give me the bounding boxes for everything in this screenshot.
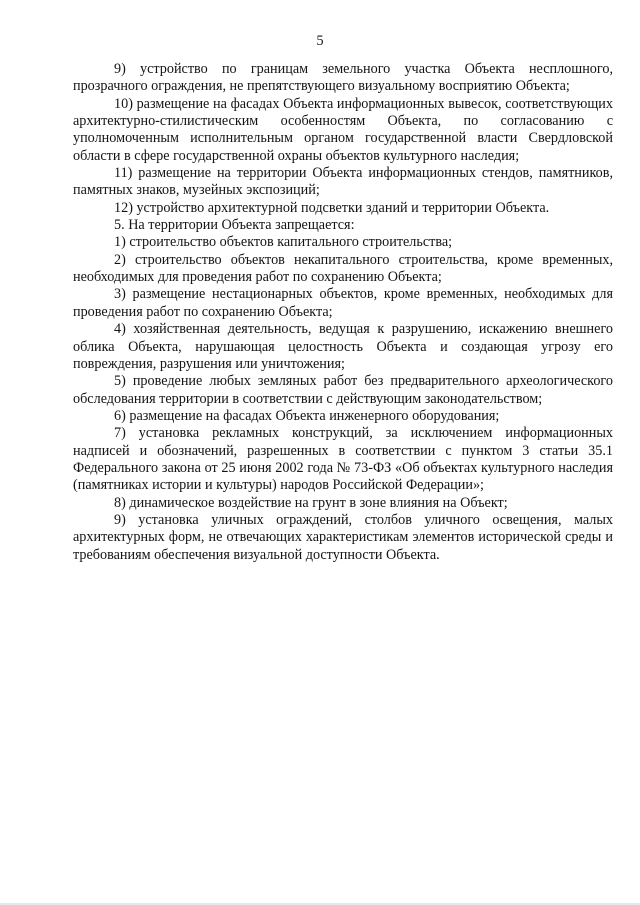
prohibited-item-5: 5) проведение любых земляных работ без предварительного археологического обследования территории в соответствии с действующим законодательством;	[73, 373, 613, 407]
document-body	[73, 61, 613, 564]
list-item-10-signage: 10) размещение на фасадах Объекта информационных вывесок, соответствующих архитектурно-стилистическим особенностям Объекта, по согласованию с уполномоченным исполнительным органом государственной власти Свердловской области в сфере государственной охраны объектов культурного наследия;	[73, 95, 613, 164]
prohibited-item-7: 7) установка рекламных конструкций, за исключением информационных надписей и обозначений, разрешенных в соответствии с пунктом 3 статьи 35.1 Федерального закона от 25 июня 2002 года № 73-ФЗ «Об объектах культурного наследия (памятниках истории и культуры) народов Российской Федерации»;	[73, 425, 613, 494]
section-5-heading: 5. На территории Объекта запрещается:	[114, 217, 355, 234]
list-item-9-fence: 9) устройство по границам земельного участка Объекта несплошного, прозрачного ограждения, не препятствующего визуальному восприятию Объекта;	[73, 61, 613, 95]
prohibited-item-3: 3) размещение нестационарных объектов, кроме временных, необходимых для проведения работ по сохранению Объекта;	[73, 286, 613, 320]
page-number: 5	[316, 33, 324, 49]
prohibited-item-1: 1) строительство объектов капитального строительства;	[114, 234, 453, 251]
prohibited-item-2: 2) строительство объектов некапитального строительства, кроме временных, необходимых для проведения работ по сохранению Объекта;	[73, 251, 613, 286]
list-item-11-stands: 11) размещение на территории Объекта информационных стендов, памятников, памятных знаков, музейных экспозиций;	[73, 165, 613, 199]
prohibited-item-8: 8) динамическое воздействие на грунт в зоне влияния на Объект;	[114, 494, 508, 511]
list-item-12-lighting: 12) устройство архитектурной подсветки зданий и территории Объекта.	[114, 199, 550, 216]
prohibited-item-9: 9) установка уличных ограждений, столбов уличного освещения, малых архитектурных форм, не отвечающих характеристикам элементов исторической среды и требованиям обеспечения визуальной доступности Объекта.	[73, 511, 613, 563]
prohibited-item-6: 6) размещение на фасадах Объекта инженерного оборудования;	[114, 407, 500, 424]
prohibited-item-4: 4) хозяйственная деятельность, ведущая к разрушению, искажению внешнего облика Объекта, нарушающая целостность Объекта и создающая угрозу его повреждения, разрушения или уничтожения;	[73, 321, 613, 372]
